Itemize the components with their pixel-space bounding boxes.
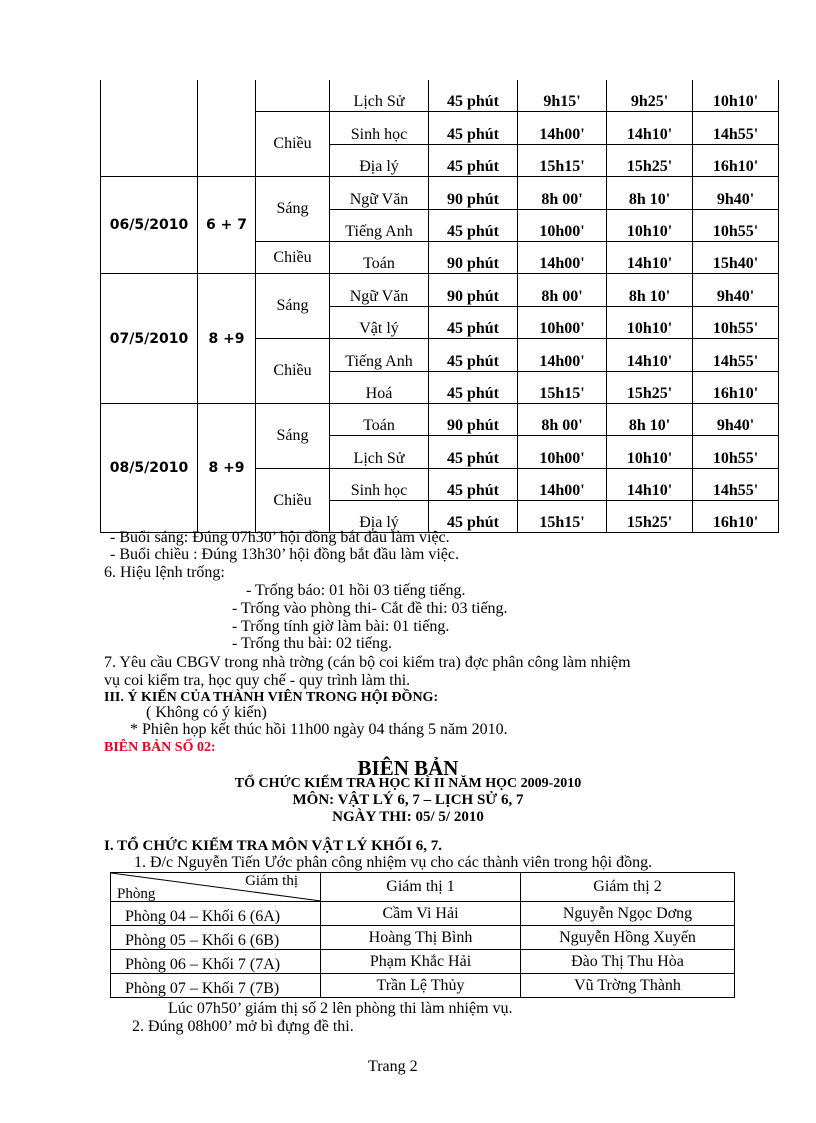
header-proctor-2: Giám thị 2	[521, 873, 735, 902]
exam-date: 06/5/2010	[101, 177, 198, 274]
room-name: Phòng 04 – Khối 6 (6A)	[111, 902, 321, 926]
note-afternoon: - Buổi chiều : Đúng 13h30’ hội đồng bắt đầu làm việc.	[110, 546, 459, 563]
closing-note: * Phiên họp kết thúc hồi 11h00 ngày 04 tháng 5 năm 2010.	[130, 721, 508, 738]
minutes2-label: BIÊN BẢN SỐ 02:	[104, 740, 216, 755]
start-time: 9h15'	[518, 80, 607, 112]
begin-time: 9h25'	[607, 80, 693, 112]
subject: Hoá	[330, 371, 429, 403]
proctor-1-name: Trần Lệ Thủy	[321, 974, 521, 998]
proctor-2-name: Đào Thị Thu Hòa	[521, 950, 735, 974]
begin-time: 10h10'	[607, 306, 693, 338]
start-time: 8h 00'	[518, 403, 607, 435]
begin-time: 15h25'	[607, 501, 693, 533]
end-time: 10h10'	[693, 80, 779, 112]
begin-time: 8h 10'	[607, 274, 693, 306]
session: Chiều	[256, 241, 330, 273]
subject: Địa lý	[330, 501, 429, 533]
start-time: 14h00'	[518, 339, 607, 371]
duration: 45 phút	[429, 501, 518, 533]
proctor-row	[111, 974, 735, 998]
start-time: 10h00'	[518, 306, 607, 338]
begin-time: 14h10'	[607, 339, 693, 371]
drum-item: - Trống tính giờ làm bài: 01 tiếng.	[232, 618, 450, 635]
proctor-1-name: Hoàng Thị Bình	[321, 926, 521, 950]
start-time: 8h 00'	[518, 274, 607, 306]
begin-time: 14h10'	[607, 241, 693, 273]
end-time: 10h55'	[693, 209, 779, 241]
section1-heading: I. TỔ CHỨC KIỂM TRA MÔN VẬT LÝ KHỐI 6, 7.	[104, 838, 442, 854]
subject: Ngữ Văn	[330, 274, 429, 306]
session: Sáng	[256, 177, 330, 242]
start-time: 14h00'	[518, 468, 607, 500]
drum-item: - Trống báo: 01 hồi 03 tiếng tiếng.	[246, 582, 466, 599]
room-name: Phòng 06 – Khối 7 (7A)	[111, 950, 321, 974]
subject: Tiếng Anh	[330, 339, 429, 371]
begin-time: 14h10'	[607, 112, 693, 144]
minutes-date: NGÀY THI: 05/ 5/ 2010	[332, 809, 484, 825]
schedule-row	[101, 403, 779, 435]
end-time: 14h55'	[693, 468, 779, 500]
end-time: 9h40'	[693, 177, 779, 209]
proctor-1-name: Phạm Khắc Hải	[321, 950, 521, 974]
end-time: 14h55'	[693, 112, 779, 144]
start-time: 8h 00'	[518, 177, 607, 209]
start-time: 10h00'	[518, 436, 607, 468]
corner-bottom-label: Phòng	[117, 886, 156, 902]
item1-assignment: 1. Đ/c Nguyễn Tiến Ước phân công nhiệm vụ cho các thành viên trong hội đồng.	[134, 854, 653, 871]
subject: Sinh học	[330, 112, 429, 144]
proctor-2-name: Nguyễn Ngọc Dơng	[521, 902, 735, 926]
proctor-row	[111, 950, 735, 974]
end-time: 15h40'	[693, 241, 779, 273]
item7-line2: vụ coi kiểm tra, học quy chế - quy trình làm thi.	[104, 672, 411, 689]
end-time: 9h40'	[693, 274, 779, 306]
end-time: 9h40'	[693, 403, 779, 435]
session: Chiều	[256, 339, 330, 404]
session: Chiều	[256, 468, 330, 533]
schedule-row	[101, 80, 779, 112]
minutes-title: BIÊN BẢN	[357, 756, 459, 780]
grade-level: 6 + 7	[198, 177, 256, 274]
start-time: 15h15'	[518, 501, 607, 533]
duration: 45 phút	[429, 468, 518, 500]
begin-time: 8h 10'	[607, 403, 693, 435]
exam-date	[101, 80, 198, 177]
room-name: Phòng 07 – Khối 7 (7B)	[111, 974, 321, 998]
duration: 45 phút	[429, 209, 518, 241]
minutes-subject: MÔN: VẬT LÝ 6, 7 – LỊCH SỬ 6, 7	[292, 792, 524, 808]
session	[256, 80, 330, 112]
end-time: 10h55'	[693, 436, 779, 468]
minutes-subtitle: TỔ CHỨC KIỂM TRA HỌC KÌ II NĂM HỌC 2009-2010	[234, 776, 582, 791]
end-time: 16h10'	[693, 371, 779, 403]
subject: Lịch Sử	[330, 436, 429, 468]
begin-time: 15h25'	[607, 371, 693, 403]
begin-time: 10h10'	[607, 436, 693, 468]
duration: 45 phút	[429, 339, 518, 371]
exam-schedule-table	[100, 80, 779, 533]
proctor-corner-cell	[111, 873, 321, 902]
begin-time: 10h10'	[607, 209, 693, 241]
exam-date: 07/5/2010	[101, 274, 198, 404]
drum-item: - Trống vào phòng thi- Cắt đề thi: 03 tiếng.	[232, 600, 508, 617]
end-time: 16h10'	[693, 501, 779, 533]
begin-time: 14h10'	[607, 468, 693, 500]
start-time: 14h00'	[518, 241, 607, 273]
begin-time: 8h 10'	[607, 177, 693, 209]
section3-heading: III. Ý KIẾN CỦA THÀNH VIÊN TRONG HỘI ĐỒNG:	[104, 690, 439, 705]
room-name: Phòng 05 – Khối 6 (6B)	[111, 926, 321, 950]
item2-open-envelope: 2. Đúng 08h00’ mở bì đựng đề thi.	[132, 1018, 354, 1035]
subject: Lịch Sử	[330, 80, 429, 112]
exam-date: 08/5/2010	[101, 403, 198, 533]
corner-top-label: Giám thị	[245, 873, 298, 889]
drum-heading: 6. Hiệu lệnh trống:	[104, 564, 225, 581]
duration: 45 phút	[429, 371, 518, 403]
note-morning: - Buổi sáng: Đúng 07h30’ hội đồng bắt đầu làm việc.	[110, 529, 450, 546]
no-opinion: ( Không có ý kiến)	[146, 704, 267, 721]
session: Sáng	[256, 274, 330, 339]
duration: 90 phút	[429, 241, 518, 273]
start-time: 15h15'	[518, 371, 607, 403]
subject: Tiếng Anh	[330, 209, 429, 241]
proctor-table	[110, 872, 735, 998]
proctor-2-name: Nguyễn Hồng Xuyến	[521, 926, 735, 950]
duration: 90 phút	[429, 274, 518, 306]
duration: 45 phút	[429, 436, 518, 468]
subject: Sinh học	[330, 468, 429, 500]
proctor-row	[111, 926, 735, 950]
note-0750: Lúc 07h50’ giám thị số 2 lên phòng thi làm nhiệm vụ.	[168, 1000, 513, 1017]
end-time: 10h55'	[693, 306, 779, 338]
schedule-row	[101, 177, 779, 209]
proctor-2-name: Vũ Trờng Thành	[521, 974, 735, 998]
grade-level: 8 +9	[198, 274, 256, 404]
proctor-row	[111, 902, 735, 926]
grade-level	[198, 80, 256, 177]
session: Chiều	[256, 112, 330, 177]
start-time: 14h00'	[518, 112, 607, 144]
subject: Toán	[330, 403, 429, 435]
duration: 90 phút	[429, 177, 518, 209]
page-number: Trang 2	[368, 1058, 418, 1075]
end-time: 14h55'	[693, 339, 779, 371]
duration: 90 phút	[429, 403, 518, 435]
subject: Vật lý	[330, 306, 429, 338]
grade-level: 8 +9	[198, 403, 256, 533]
session: Sáng	[256, 403, 330, 468]
subject: Toán	[330, 241, 429, 273]
start-time: 15h15'	[518, 144, 607, 176]
duration: 45 phút	[429, 80, 518, 112]
duration: 45 phút	[429, 112, 518, 144]
subject: Ngữ Văn	[330, 177, 429, 209]
subject: Địa lý	[330, 144, 429, 176]
schedule-row	[101, 274, 779, 306]
item7-line1: 7. Yêu cầu CBGV trong nhà trờng (cán bộ coi kiểm tra) đợc phân công làm nhiệm	[104, 654, 631, 671]
start-time: 10h00'	[518, 209, 607, 241]
proctor-1-name: Cầm Vi Hải	[321, 902, 521, 926]
drum-item: - Trống thu bài: 02 tiếng.	[232, 635, 393, 652]
duration: 45 phút	[429, 144, 518, 176]
duration: 45 phút	[429, 306, 518, 338]
begin-time: 15h25'	[607, 144, 693, 176]
header-proctor-1: Giám thị 1	[321, 873, 521, 902]
end-time: 16h10'	[693, 144, 779, 176]
